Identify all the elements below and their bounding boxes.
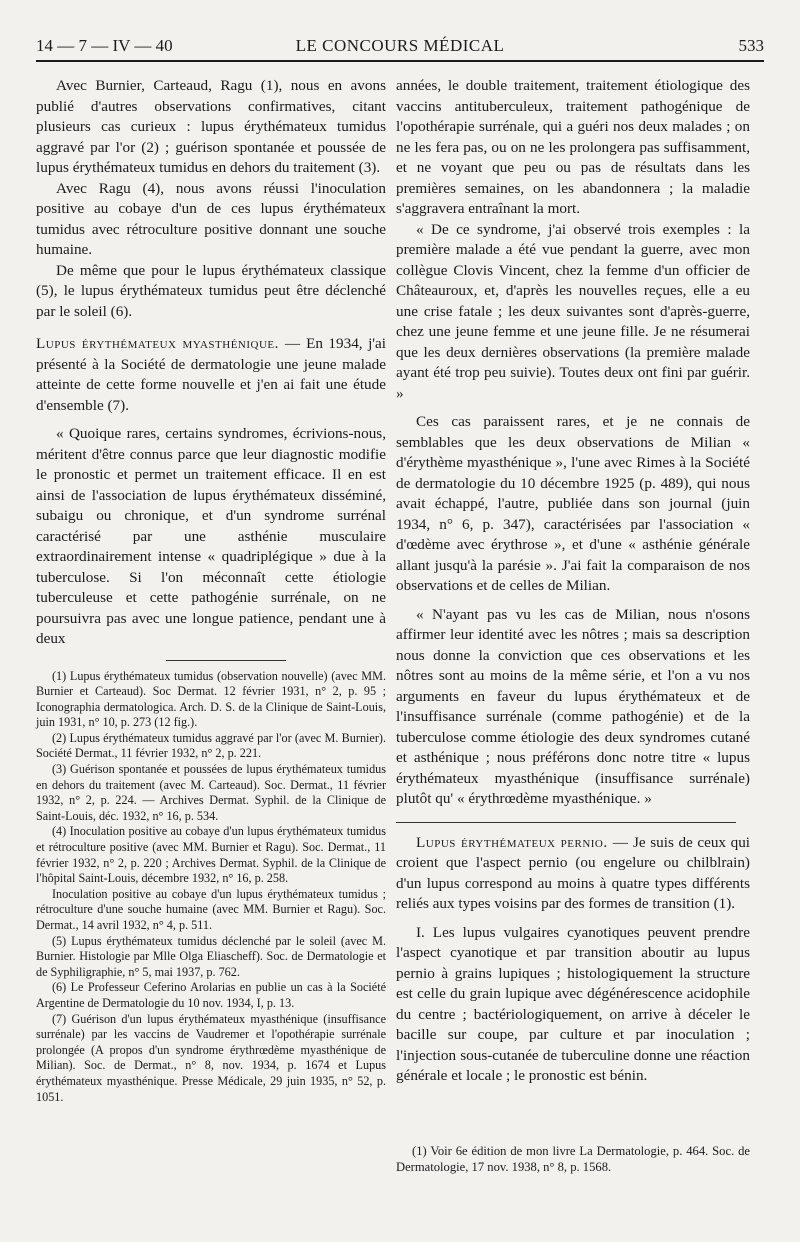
- paragraph: Avec Ragu (4), nous avons réussi l'inoculation positive au cobaye d'un de ces lupus érythémateux tumidus avec rétroculture positive donnant une souche humaine.: [36, 179, 386, 258]
- footnote: (7) Guérison d'un lupus érythémateux myasthénique (insuffisance surrénale) par les vaccins de Vaudremer et l'opothérapie surrénale prolongée (A propos d'un syndrome érythrœdème myasthénique de Milian). Soc. de Dermat., n° 8, nov. 1934, p. 1674 et Lupus érythémateux myasthénique. Presse Médicale, 29 juin 1935, n° 52, p. 1051.: [36, 1011, 386, 1104]
- section-text: En 1934, j'ai présenté à la Société de dermatologie une jeune malade atteinte de cette forme nouvelle et j'en ai fait une étude d'ensemble (7).: [36, 335, 386, 414]
- paragraph: Avec Burnier, Carteaud, Ragu (1), nous en avons publié d'autres observations confirmatives, citant plusieurs cas curieux : lupus érythémateux tumidus aggravé par l'or (2) ; guérison spontanée et poussée de lupus érythémateux tumidus en dehors du traitement (3).: [36, 77, 386, 176]
- section-heading: Lupus érythémateux pernio. —: [416, 833, 629, 851]
- footnotes-left: [36, 669, 386, 1106]
- footnote: (1) Lupus érythémateux tumidus (observation nouvelle) (avec MM. Burnier et Carteaud). Soc Dermat. 12 février 1931, n° 2, p. 95 ; Iconographia dermatologica. Arch. D. S. de la Clinique de Saint-Louis, juin 1931, n° 10, p. 273 (12 fig.).: [36, 668, 386, 730]
- right-column: [396, 76, 750, 1087]
- section-heading: Lupus érythémateux myasthénique. —: [36, 335, 301, 352]
- paragraph: « N'ayant pas vu les cas de Milian, nous n'osons affirmer leur identité avec les nôtres ; mais sa description nous donne la conviction que ces observations et les nôtres sont au moins de la même série, et l'on a vu nos arguments en faveur du lupus érythémateux et de l'insuffisance surrénale (comme pathogénie) et de la tuberculose comme étiologie des deux syndromes cutané et asthénique ; nous préférons donc notre titre « lupus érythémateux myasthénique (insuffisance surrénale) plutôt qu' « érythrœdème myasthénique. »: [396, 605, 750, 807]
- footnote: (1) Voir 6e édition de mon livre La Dermatologie, p. 464. Soc. de Dermatologie, 17 nov. 1938, n° 8, p. 1568.: [396, 1144, 750, 1174]
- footnote-divider: [166, 660, 286, 661]
- paragraph: I. Les lupus vulgaires cyanotiques peuvent prendre l'aspect cyanotique et par transition aboutir au lupus pernio à grains lupiques ; histologiquement la structure est celle du grain lupique avec dégénérescence acidophile du centre ; bactériologiquement, on arrive à déceler le bacille sur coupe, par culture et par inoculation ; l'injection sous-cutanée de tuberculine donne une réaction générale et locale ; le pronostic est bénin.: [396, 923, 750, 1084]
- page-header: [36, 30, 764, 62]
- page-number: 533: [738, 36, 764, 55]
- footnote: (2) Lupus érythémateux tumidus aggravé par l'or (avec M. Burnier). Société Dermat., 11 février 1932, n° 2, p. 221.: [36, 730, 386, 761]
- paragraph: années, le double traitement, traitement étiologique des vaccins antituberculeux, traitement pathogénique de l'opothérapie surrénale, qui a guéri nos deux malades ; on ne les fera pas, ou on ne les prolongera pas suffisamment, et ne voyant que peu ou pas de résultats dans les premières semaines, on les abandonnera ; la maladie s'aggravera entraînant la mort.: [396, 77, 750, 217]
- paragraph: Ces cas paraissent rares, et je ne connais de semblables que les deux observations de Milian « d'érythème myasthénique », l'une avec Rimes à la Société de dermatologie du 10 décembre 1925 (p. 489), qui nous avait échappé, l'autre, publiée dans son journal (juin 1934, n° 6, p. 347), caractérisées par l'association « d'œdème avec érythrose », et d'une « asthénie générale allant jusqu'à la parésie ». J'ai fait la comparaison de nos observations et de celles de Milian.: [396, 413, 750, 594]
- footnote: (4) Inoculation positive au cobaye d'un lupus érythémateux tumidus et rétroculture positive (avec MM. Burnier et Ragu). Soc. Dermat., 11 février 1932, n° 2, p. 220 ; Archives Dermat. Syphil. de la Clinique de l'hôpital Saint-Louis, décembre 1932, n° 16, p. 258.: [36, 824, 386, 886]
- section-text: Je suis de ceux qui croient que l'aspect pernio (ou engelure ou chilblrain) d'un lupus correspond au moins à quatre types différents reliés aux types voisins par des formes de transition (1).: [396, 833, 751, 912]
- section-lupus-pernio: [396, 833, 750, 915]
- paragraph: « De ce syndrome, j'ai observé trois exemples : la première malade a été vue pendant la guerre, avec mon collègue Clovis Vincent, chez la femme d'un officier de Châteauroux, et, d'après les nouvelles reçues, elle a eu une crise fatale ; les deux suivantes sont d'après-guerre, chez une jeune femme et une jeune fille. Je ne résumerai que les deux dernières observations (la première malade ayant été trop peu suivie). Toutes deux ont fini par guérir. »: [396, 220, 750, 402]
- footnotes-right: [396, 1143, 750, 1175]
- paragraph: « Quoique rares, certains syndromes, écrivions-nous, méritent d'être connus parce que leur diagnostic modifie le pronostic et permet un traitement efficace. Il en est ainsi de l'association de lupus érythémateux disséminé, subaigu ou chronique, et d'un syndrome surrénal caractérisé par une asthénie musculaire extraordinairement intense « quadriplégique » due à la tuberculose. Si l'on méconnaît cette étiologie tuberculeuse et cette pathogénie surrénale, on ne poursuivra pas avec une longue patience, pendant une à deux: [36, 425, 386, 647]
- section-lupus-myasthenique: [36, 334, 386, 416]
- section-divider: [396, 822, 736, 823]
- footnote: (5) Lupus érythémateux tumidus déclenché par le soleil (avec M. Burnier. Histologie par Mlle Olga Eliascheff). Soc. de Dermatologie et de Syphiligraphie, n° 5, mai 1937, p. 762.: [36, 933, 386, 979]
- left-column: [36, 76, 386, 1105]
- footnote: Inoculation positive au cobaye d'un lupus érythémateux tumidus ; rétroculture d'une souche humaine (avec MM. Burnier et Ragu). Soc. Dermat., 14 avril 1932, n° 4, p. 511.: [36, 886, 386, 932]
- issue-date: 14 — 7 — IV — 40: [36, 36, 173, 55]
- footnote: (3) Guérison spontanée et poussées de lupus érythémateux tumidus en dehors du traitement (avec M. Carteaud). Soc. Dermat., 11 février 1932, n° 2, p. 224. — Archives Dermat. Syphil. de la Clinique de Saint-Louis, déc. 1932, n° 16, p. 534.: [36, 762, 386, 823]
- footnote: (6) Le Professeur Ceferino Arolarias en publie un cas à la Société Argentine de Dermatologie du 10 nov. 1934, I, p. 13.: [36, 980, 386, 1010]
- paragraph: De même que pour le lupus érythémateux classique (5), le lupus érythémateux tumidus peut être déclenché par le soleil (6).: [36, 261, 386, 320]
- journal-title: LE CONCOURS MÉDICAL: [295, 36, 505, 55]
